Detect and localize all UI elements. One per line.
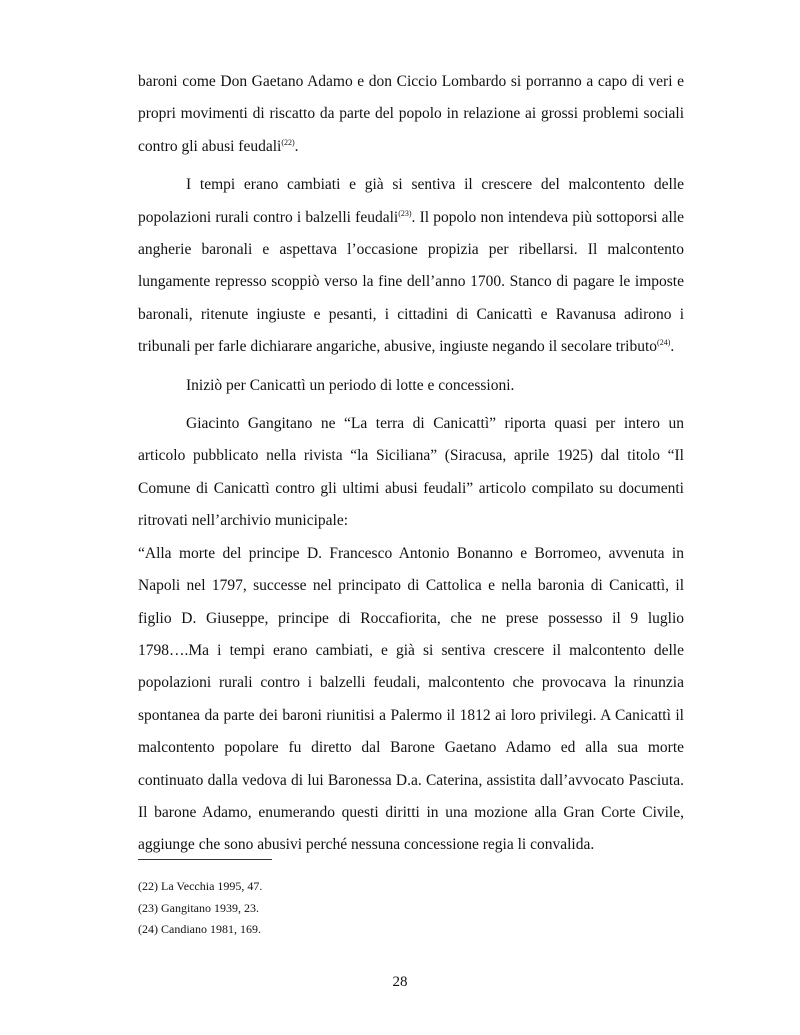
footnote-23: (23) Gangitano 1939, 23. bbox=[138, 900, 259, 915]
paragraph-3: Iniziò per Canicattì un periodo di lotte e concessioni. bbox=[186, 376, 515, 394]
page-number: 28 bbox=[392, 974, 408, 990]
body-text bbox=[138, 66, 684, 862]
footnotes bbox=[138, 876, 538, 941]
paragraph-1-end: . bbox=[294, 137, 299, 155]
footnote-ref-22[interactable]: (22) bbox=[281, 137, 295, 147]
footnote-ref-24[interactable]: (24) bbox=[657, 338, 671, 348]
footnote-24: (24) Candiano 1981, 169. bbox=[138, 922, 261, 936]
paragraph-2-end: . bbox=[670, 338, 675, 356]
paragraph-5-quote: “Alla morte del principe D. Francesco Antonio Bonanno e Borromeo, avvenuta in Napoli nel 1797, successe nel principato di Cattolica e nella baronia di Canicattì, il figlio D. Giuseppe, principe di Roccafiorita, che ne prese possesso il 9 luglio 1798….Ma i tempi erano cambiati, e già si sentiva crescere il malcontento delle popolazioni rurali contro i balzelli feudali, malcontento che provocava la rinunzia spontanea da parte dei baroni riunitisi a Palermo il 1812 ai loro privilegi. A Canicattì il malcontento popolare fu diretto dal Barone Gaetano Adamo ed alla sua morte continuato dalla vedova di lui Baronessa D.a. Caterina, assistita dall’avvocato Pasciuta. Il barone Adamo, enumerando questi diritti in una mozione alla Gran Corte Civile, aggiunge che sono abusivi perché nessuna concessione regia li convalida. bbox=[138, 544, 684, 854]
footnote-divider bbox=[138, 859, 272, 860]
paragraph-1 bbox=[138, 66, 684, 163]
paragraph-2-text-a: I tempi erano cambiati e già si sentiva il crescere del malcontento delle popolazioni rurali contro i balzelli feudali bbox=[138, 176, 684, 226]
paragraph-2-text-b: . Il popolo non intendeva più sottoporsi alle angherie baronali e aspettava l’occasione propizia per ribellarsi. Il malcontento lungamente represso scoppiò verso la fine dell’anno 1700. Stanco di pagare le imposte baronali, ritenute ingiuste e pesanti, i cittadini di Canicattì e Ravanusa adirono i tribunali per farle dichiarare angariche, abusive, ingiuste negando il secolare tributo bbox=[138, 208, 685, 356]
footnote-ref-23[interactable]: (23) bbox=[398, 208, 412, 218]
paragraph-4: Giacinto Gangitano ne “La terra di Canicattì” riporta quasi per intero un articolo pubblicato nella rivista “la Siciliana” (Siracusa, aprile 1925) dal titolo “Il Comune di Canicattì contro gli ultimi abusi feudali” articolo compilato su documenti ritrovati nell’archivio municipale: bbox=[138, 415, 684, 530]
paragraph-1-text: baroni come Don Gaetano Adamo e don Ciccio Lombardo si porranno a capo di veri e propri movimenti di riscatto da parte del popolo in relazione ai grossi problemi sociali contro gli abusi feudali bbox=[138, 73, 684, 155]
footnote-22: (22) La Vecchia 1995, 47. bbox=[138, 879, 263, 893]
paragraph-2 bbox=[138, 169, 684, 363]
